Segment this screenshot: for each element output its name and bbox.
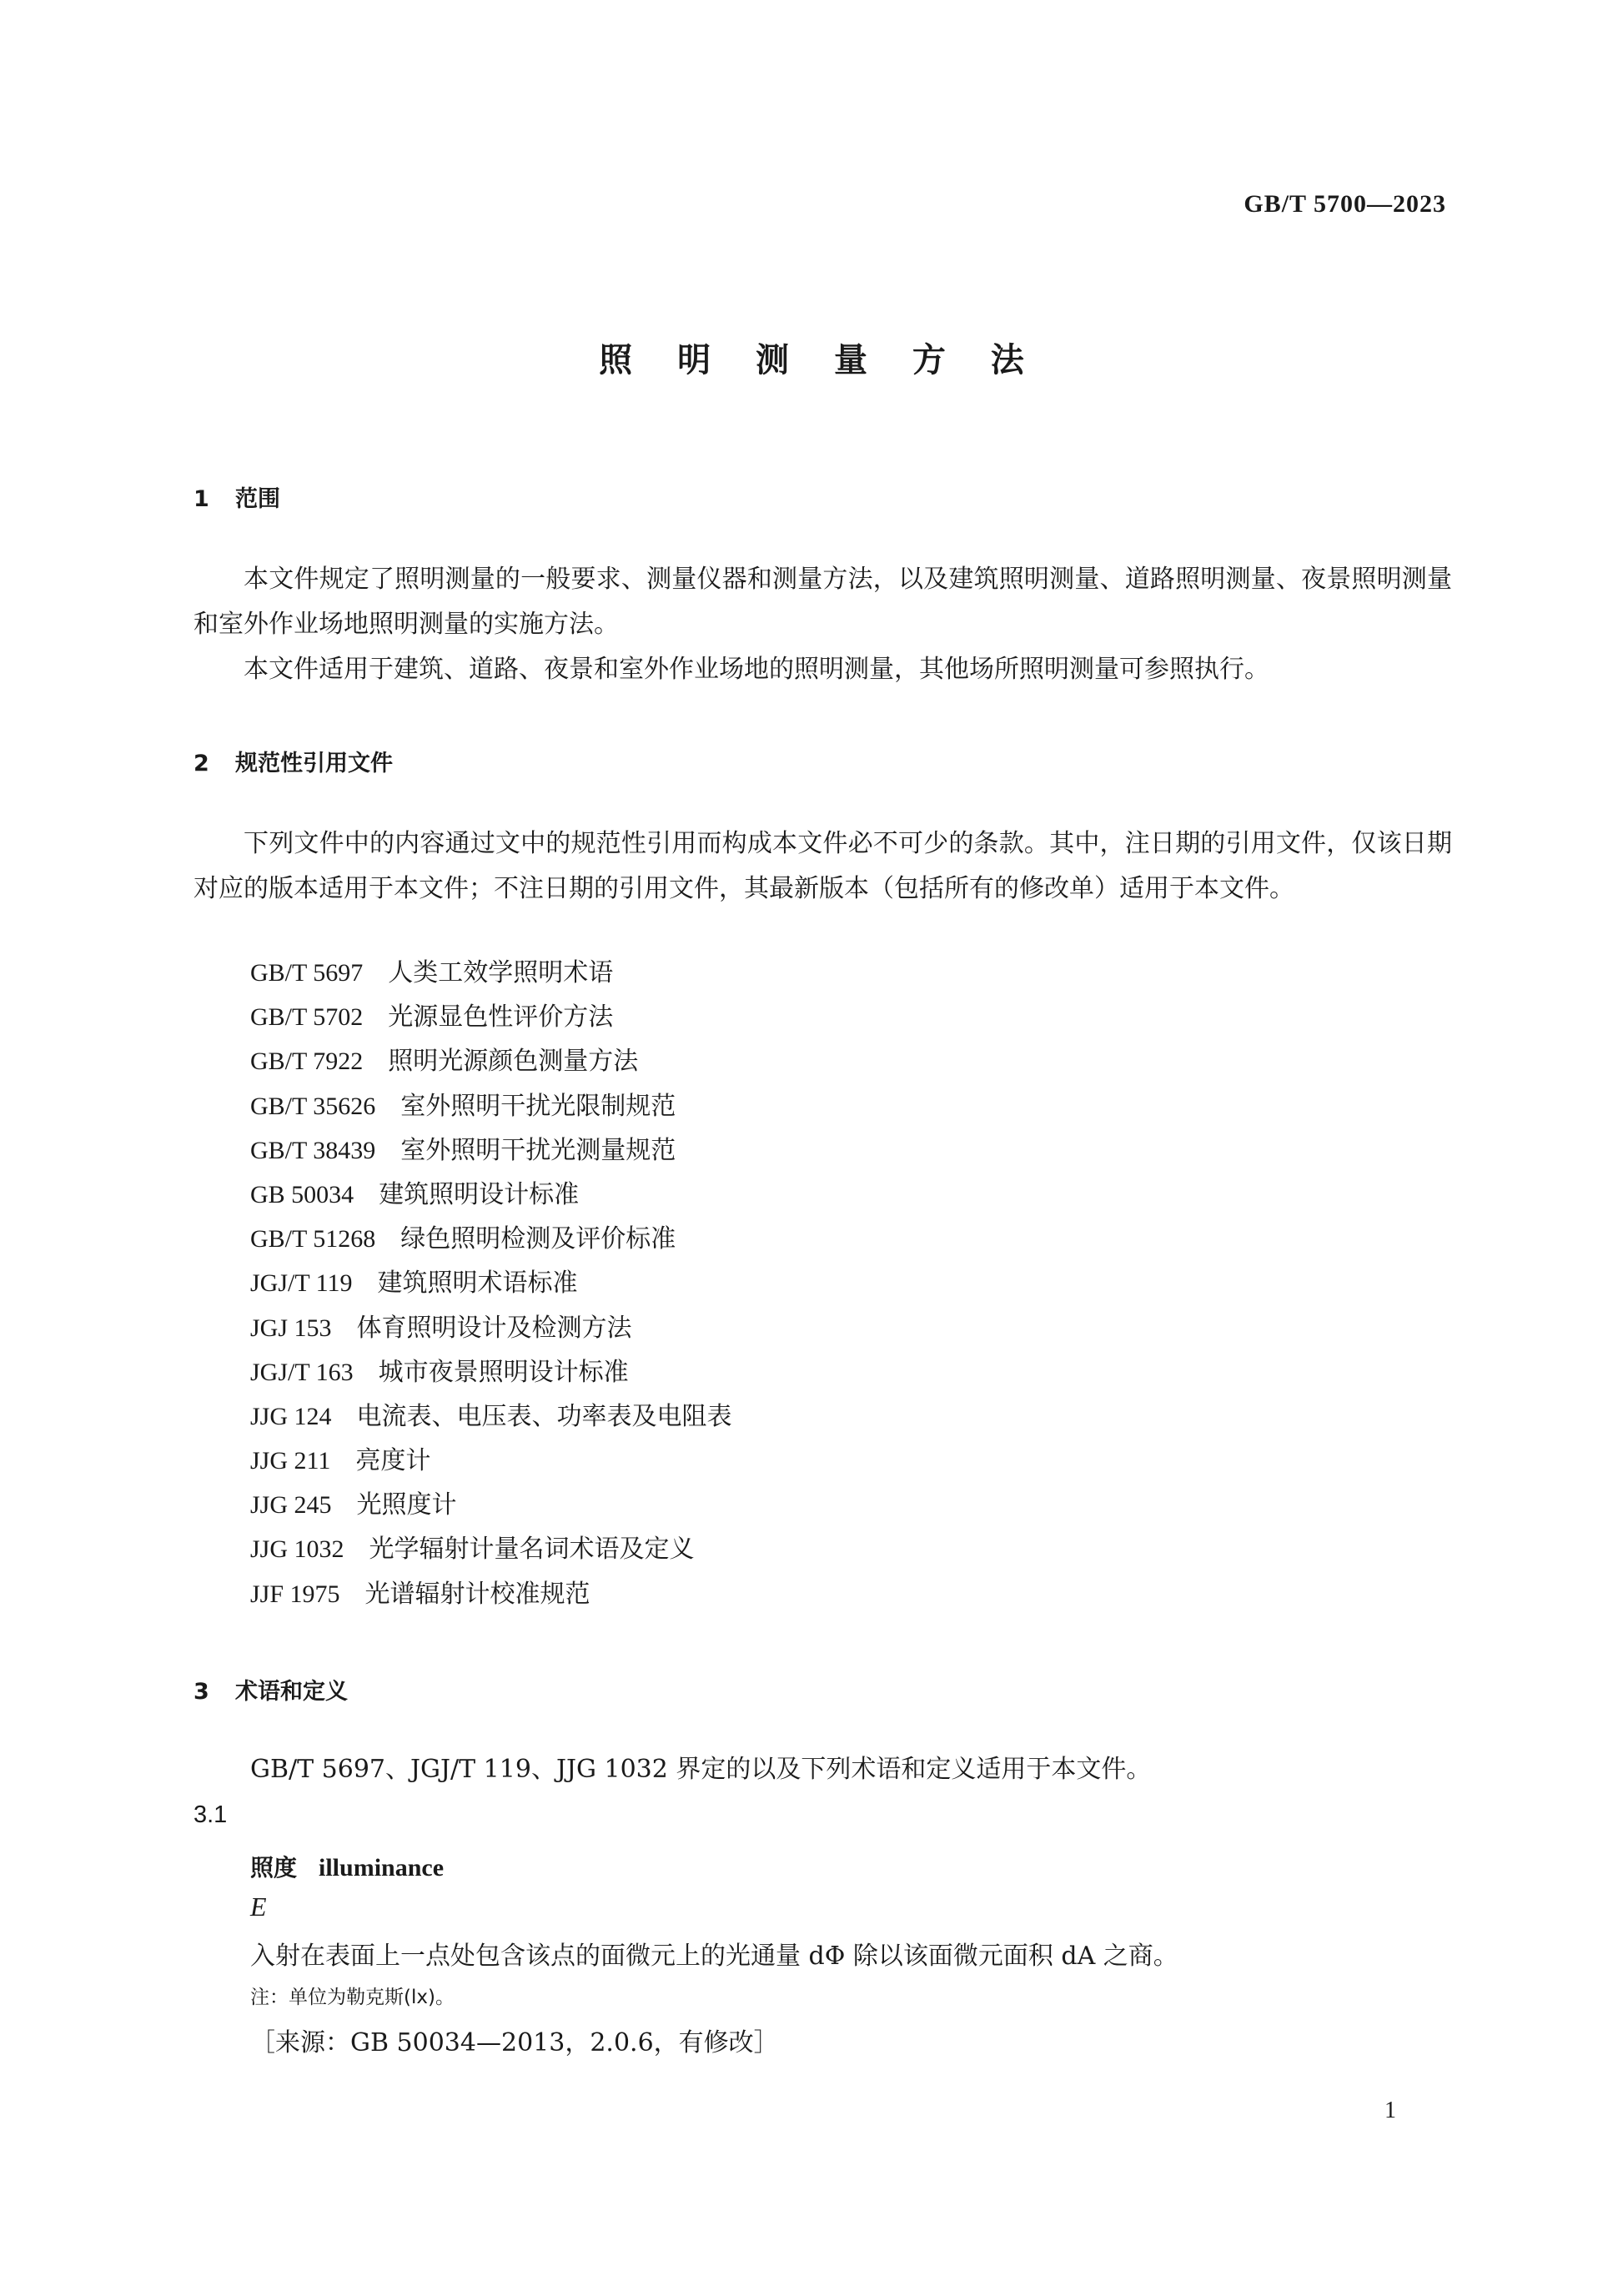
reference-title: 光学辐射计量名词术语及定义 (369, 1535, 695, 1565)
reference-item (250, 1483, 732, 1527)
reference-title: 绿色照明检测及评价标准 (400, 1224, 676, 1254)
reference-code: JJG 211 (250, 1447, 331, 1475)
reference-code: GB/T 51268 (250, 1225, 376, 1254)
reference-item (250, 1084, 732, 1128)
reference-item (250, 1572, 732, 1616)
reference-code: GB/T 5697 (250, 959, 364, 987)
reference-title: 室外照明干扰光限制规范 (400, 1091, 676, 1121)
term-definition: 入射在表面上一点处包含该点的面微元上的光通量 dΦ 除以该面微元面积 dA 之商。 (250, 1942, 1178, 1971)
term-number: 3.1 (193, 1801, 228, 1828)
page-number: 1 (1384, 2098, 1396, 2123)
reference-code: JJG 1032 (250, 1535, 344, 1564)
section-title: 术语和定义 (235, 1679, 348, 1705)
reference-title: 建筑照明设计标准 (379, 1179, 580, 1209)
reference-item (250, 1128, 732, 1173)
reference-item (250, 1394, 732, 1439)
reference-title: 照明光源颜色测量方法 (388, 1047, 639, 1077)
terms-intro: GB/T 5697、JGJ/T 119、JJG 1032 界定的以及下列术语和定义适用于本文件。 (250, 1755, 1152, 1784)
reference-title: 人类工效学照明术语 (388, 958, 614, 987)
section-number: 1 (193, 486, 209, 512)
section-number: 2 (193, 751, 209, 776)
section-title: 规范性引用文件 (235, 751, 393, 776)
reference-code: GB/T 5702 (250, 1003, 364, 1032)
reference-title: 光谱辐射计校准规范 (364, 1579, 590, 1609)
section-3-heading (193, 1673, 348, 1706)
reference-title: 亮度计 (355, 1446, 431, 1476)
reference-title: 建筑照明术语标准 (377, 1269, 578, 1299)
term-source: ［来源：GB 50034—2013，2.0.6，有修改］ (250, 2028, 779, 2057)
document-title: 照 明 测 量 方 法 (599, 341, 1041, 379)
reference-code: GB 50034 (250, 1180, 354, 1208)
reference-item (250, 1527, 732, 1571)
section-2-heading (193, 745, 393, 777)
reference-code: GB/T 7922 (250, 1048, 364, 1076)
reference-title: 城市夜景照明设计标准 (378, 1357, 629, 1387)
reference-title: 光照度计 (356, 1490, 457, 1520)
reference-title: 体育照明设计及检测方法 (356, 1313, 632, 1343)
reference-item (250, 1261, 732, 1305)
reference-code: GB/T 35626 (250, 1092, 376, 1120)
reference-item (250, 951, 732, 995)
reference-title: 光源显色性评价方法 (388, 1002, 614, 1032)
reference-title: 室外照明干扰光测量规范 (400, 1135, 676, 1165)
reference-code: JJG 245 (250, 1491, 332, 1520)
standard-number: GB/T 5700—2023 (1244, 190, 1446, 218)
term-heading (250, 1850, 444, 1883)
section-number: 3 (193, 1679, 209, 1705)
reference-item (250, 1217, 732, 1261)
reference-code: JJF 1975 (250, 1580, 340, 1608)
reference-code: JGJ 153 (250, 1314, 332, 1342)
reference-code: JJG 124 (250, 1402, 332, 1430)
reference-code: GB/T 38439 (250, 1136, 376, 1164)
reference-item (250, 1173, 732, 1217)
reference-item (250, 1039, 732, 1083)
term-name-en: illuminance (319, 1854, 445, 1882)
reference-code: JGJ/T 119 (250, 1269, 353, 1298)
term-symbol: E (250, 1892, 267, 1922)
normative-references-intro: 下列文件中的内容通过文中的规范性引用而构成本文件必不可少的条款。其中，注日期的引用文件，仅该日期对应的版本适用于本文件；不注日期的引用文件，其最新版本（包括所有的修改单）适用于本文件。 (193, 829, 1452, 903)
term-name-zh: 照度 (250, 1854, 298, 1882)
section-title: 范围 (235, 486, 280, 512)
reference-item (250, 1306, 732, 1350)
scope-paragraph-1: 本文件规定了照明测量的一般要求、测量仪器和测量方法，以及建筑照明测量、道路照明测量、夜景照明测量和室外作业场地照明测量的实施方法。 (193, 565, 1452, 639)
reference-item (250, 995, 732, 1039)
reference-code: JGJ/T 163 (250, 1358, 354, 1386)
term-note: 注：单位为勒克斯(lx)。 (250, 1987, 455, 2008)
scope-paragraph-2: 本文件适用于建筑、道路、夜景和室外作业场地的照明测量，其他场所照明测量可参照执行。 (244, 655, 1269, 684)
reference-list (250, 951, 732, 1616)
section-1-heading (193, 480, 280, 513)
reference-item (250, 1350, 732, 1394)
reference-item (250, 1439, 732, 1483)
reference-title: 电流表、电压表、功率表及电阻表 (356, 1401, 732, 1431)
